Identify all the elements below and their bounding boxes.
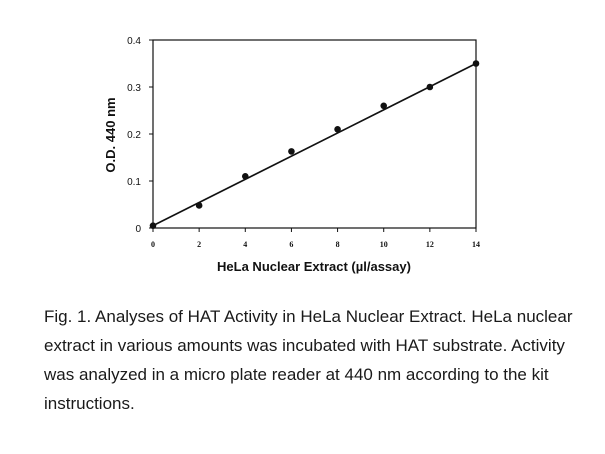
data-point bbox=[427, 84, 434, 91]
x-tick-label: 10 bbox=[379, 240, 388, 249]
x-tick-label: 14 bbox=[472, 240, 480, 249]
data-point bbox=[334, 126, 341, 133]
plot-area bbox=[127, 36, 480, 249]
y-axis-title: O.D. 440 nm bbox=[103, 97, 118, 173]
data-point bbox=[473, 60, 480, 67]
x-axis-title: HeLa Nuclear Extract (µl/assay) bbox=[217, 259, 411, 274]
figure-caption: Fig. 1. Analyses of HAT Activity in HeLa Nuclear Extract. HeLa nuclear extract in various amounts was incubated with HAT substrate. Activity was analyzed in a micro plate reader at 440 nm according to the kit instructions. bbox=[44, 307, 573, 413]
x-tick-label: 6 bbox=[289, 240, 294, 249]
y-tick-label: 0.4 bbox=[127, 36, 141, 47]
y-tick-label: 0.1 bbox=[127, 177, 141, 188]
y-tick-label: 0.3 bbox=[127, 83, 141, 94]
x-tick-label: 0 bbox=[151, 240, 155, 249]
data-point bbox=[288, 148, 295, 155]
data-point bbox=[242, 173, 249, 180]
data-point bbox=[196, 202, 203, 209]
data-point bbox=[380, 103, 387, 110]
data-point bbox=[150, 222, 157, 229]
x-tick-label: 8 bbox=[335, 240, 340, 249]
y-tick-label: 0 bbox=[135, 224, 141, 235]
x-tick-label: 4 bbox=[243, 240, 248, 249]
plot-frame bbox=[153, 40, 476, 228]
x-tick-label: 12 bbox=[425, 240, 434, 249]
x-tick-label: 2 bbox=[197, 240, 202, 249]
y-tick-label: 0.2 bbox=[127, 130, 141, 141]
